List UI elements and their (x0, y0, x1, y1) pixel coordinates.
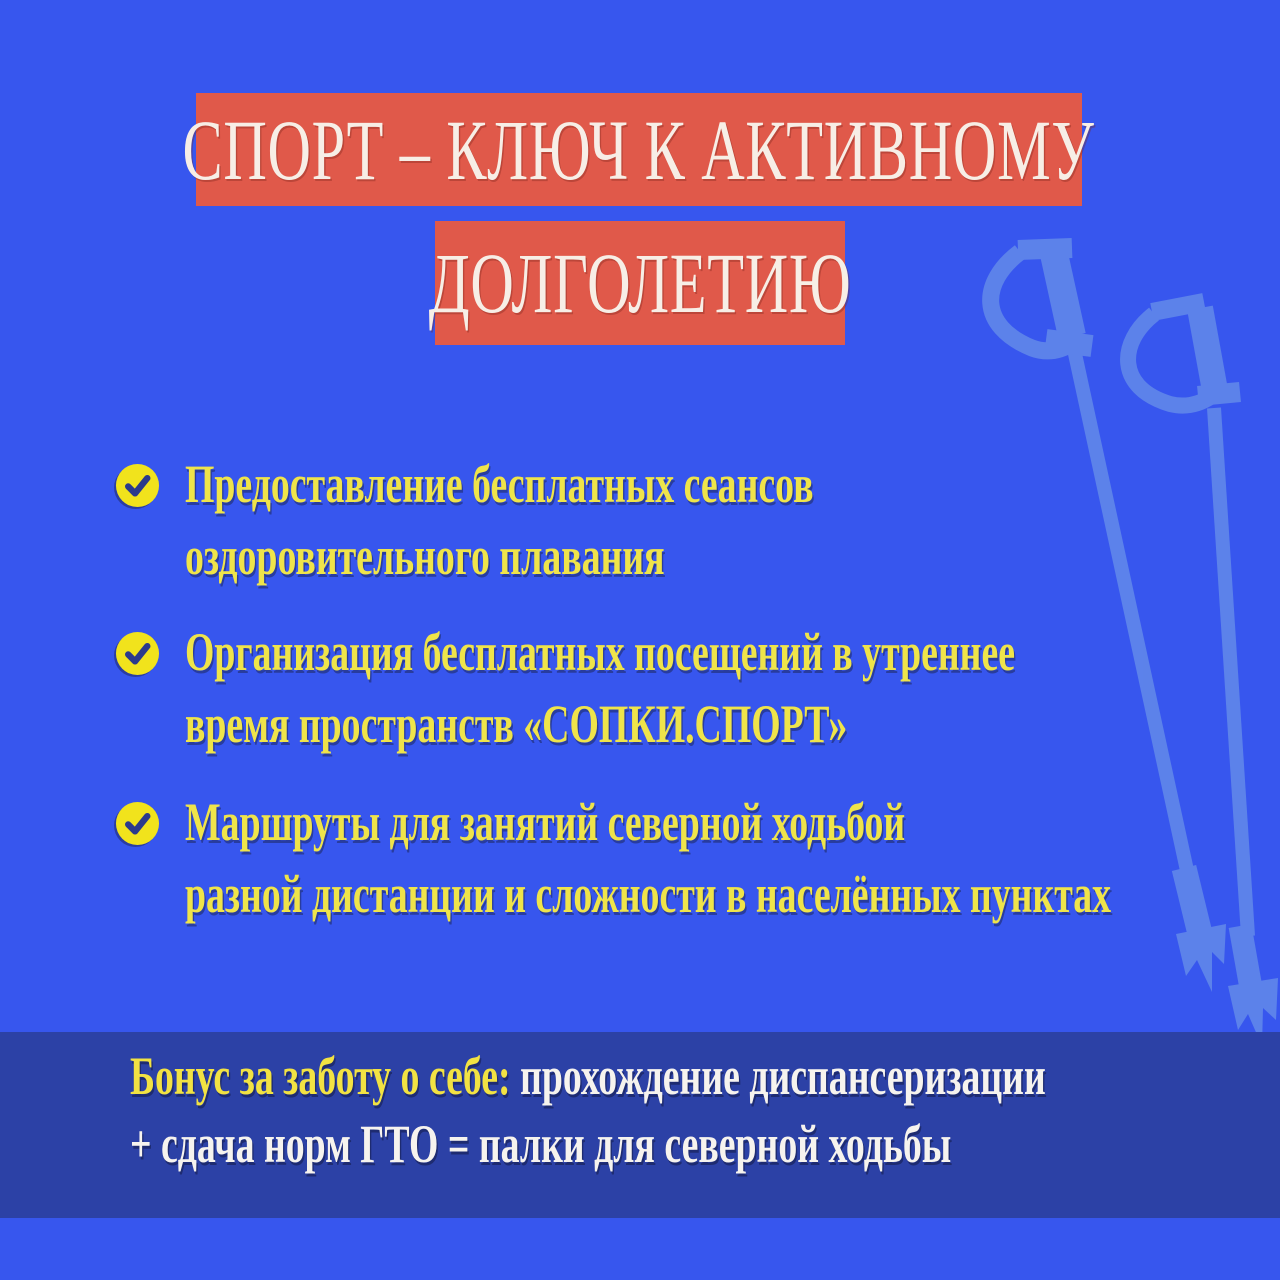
pole-handle-cap (1152, 302, 1204, 312)
pole-handle-base (1198, 392, 1240, 396)
footer-line-2: + сдача норм ГТО = палки для северной ходьбы (130, 1114, 952, 1174)
bullet-line: Организация бесплатных посещений в утреннее (185, 622, 1016, 682)
bullet-item-nordic-walking-routes (114, 786, 1240, 930)
check-icon (114, 630, 161, 677)
bullet-line: Предоставление бесплатных сеансов (185, 454, 814, 514)
headline-line-1: СПОРТ – КЛЮЧ К АКТИВНОМУ (182, 101, 1096, 198)
headline-box-1 (182, 93, 1096, 206)
footer-band (0, 1032, 1280, 1218)
footer-line-1 (130, 1042, 1046, 1110)
bullet-text (185, 448, 1240, 592)
bullet-text (185, 616, 1240, 760)
pole-tip-sleeve (1240, 926, 1252, 994)
footer-highlight: Бонус за заботу о себе: (130, 1046, 511, 1106)
pole-handle-grip (1054, 254, 1072, 336)
check-icon (114, 462, 161, 509)
bullet-text (185, 786, 1240, 930)
pole-tip-basket (1176, 924, 1226, 992)
footer-text (130, 1042, 1280, 1178)
check-icon (114, 800, 161, 847)
pole-handle-base (1046, 340, 1092, 346)
bullet-line: Маршруты для занятий северной ходьбой (185, 792, 906, 852)
headline-line-2: ДОЛГОЛЕТИЮ (428, 235, 852, 331)
bullet-item-morning-visits (114, 616, 1240, 760)
bullet-item-swimming (114, 448, 1240, 592)
headline-box-2 (428, 221, 852, 345)
bullet-line: время пространств «СОПКИ.СПОРТ» (185, 694, 848, 754)
pole-handle-grip (1200, 308, 1216, 396)
pole-handle-cap (1018, 248, 1072, 250)
bullet-line: разной дистанции и сложности в населённых пунктах (185, 864, 1112, 924)
bullet-line: оздоровительного плавания (185, 526, 665, 586)
pole-handle-loop (991, 252, 1074, 351)
pole-handle-loop (1128, 314, 1212, 406)
footer-rest: прохождение диспансеризации (520, 1046, 1046, 1106)
